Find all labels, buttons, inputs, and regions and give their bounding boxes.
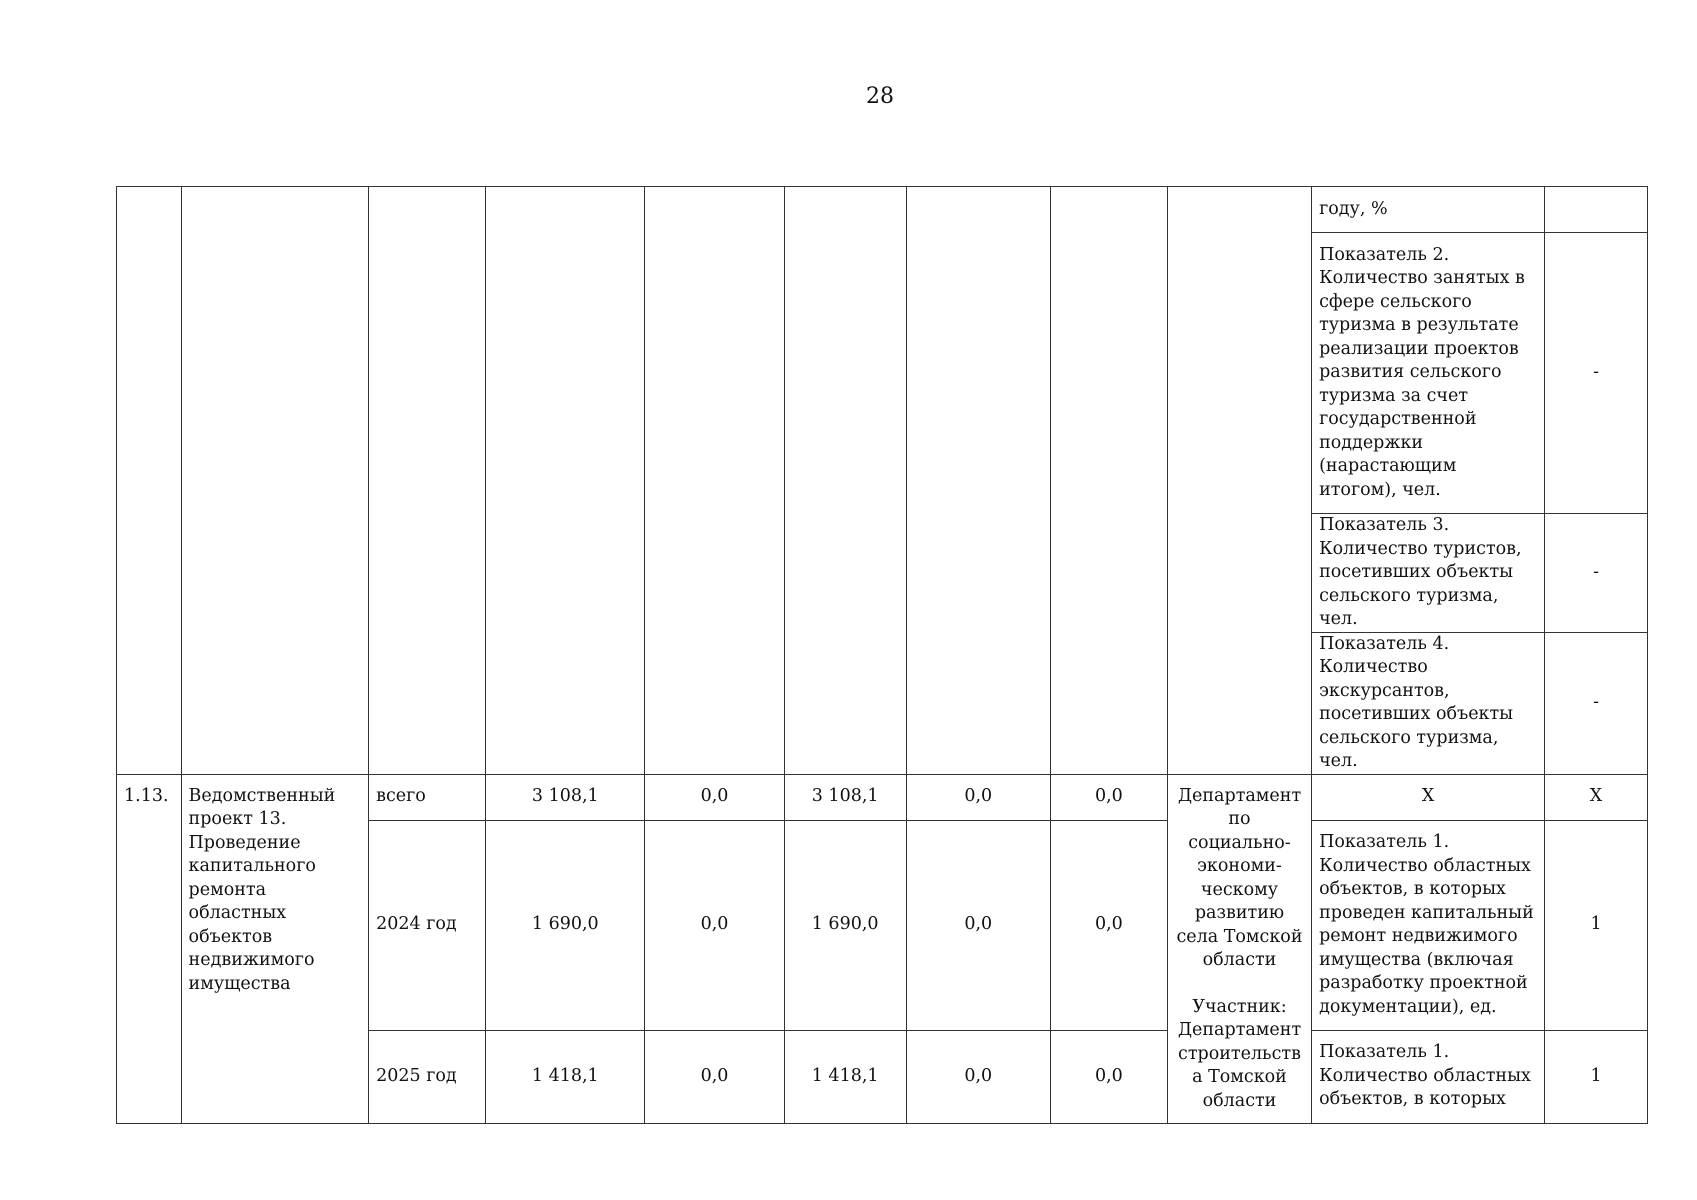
empty-cell [369,187,486,775]
extra-cell: 0,0 [1050,1030,1167,1123]
extra-cell: 0,0 [1050,774,1167,820]
federal-cell: 0,0 [645,1030,784,1123]
indicator-text: году, % [1312,187,1545,233]
period-cell: 2025 год [369,1030,486,1123]
empty-cell [1167,187,1311,775]
indicator-text: Показатель 4. Количество экскурсантов, посетивших объекты сельского туризма, чел. [1312,632,1545,774]
indicator-value: X [1545,774,1648,820]
empty-cell [181,187,369,775]
empty-cell [906,187,1050,775]
indicator-text: Показатель 2. Количество занятых в сфере сельского туризма в результате реализации проектов развития сельского туризма за счет государственной поддержки (нарастающим итогом), чел. [1312,233,1545,514]
period-cell: всего [369,774,486,820]
period-cell: 2024 год [369,820,486,1030]
extra-cell: 0,0 [1050,820,1167,1030]
empty-cell [117,187,182,775]
regional-cell: 3 108,1 [784,774,906,820]
indicator-value: - [1545,233,1648,514]
table-row [117,187,1648,233]
budget-table [116,186,1648,1124]
responsible-cell [1167,774,1311,1123]
empty-cell [645,187,784,775]
federal-cell: 0,0 [645,820,784,1030]
empty-cell [784,187,906,775]
indicator-value: 1 [1545,1030,1648,1123]
regional-cell: 1 690,0 [784,820,906,1030]
indicator-text: Показатель 1. Количество областных объектов, в которых [1312,1030,1545,1123]
empty-cell [1050,187,1167,775]
indicator-text: X [1312,774,1545,820]
empty-cell [486,187,645,775]
indicator-text: Показатель 3. Количество туристов, посетивших объекты сельского туризма, чел. [1312,514,1545,633]
table-row [117,774,1648,820]
participant: Участник: Департамент строительства Томской области [1177,996,1302,1111]
local-cell: 0,0 [906,820,1050,1030]
indicator-value: 1 [1545,820,1648,1030]
project-name: Ведомственный проект 13. Проведение капитального ремонта областных объектов недвижимого имущества [181,774,369,1123]
indicator-value: - [1545,514,1648,633]
regional-cell: 1 418,1 [784,1030,906,1123]
total-cell: 1 690,0 [486,820,645,1030]
total-cell: 3 108,1 [486,774,645,820]
total-cell: 1 418,1 [486,1030,645,1123]
indicator-text: Показатель 1. Количество областных объектов, в которых проведен капитальный ремонт недвижимого имущества (включая разработку проектной документации), ед. [1312,820,1545,1030]
page-number: 28 [866,84,894,109]
federal-cell: 0,0 [645,774,784,820]
indicator-value [1545,187,1648,233]
project-number: 1.13. [117,774,182,1123]
responsible-executor: Департамент по социально-экономи-ческому развитию села Томской области [1176,785,1303,970]
local-cell: 0,0 [906,774,1050,820]
local-cell: 0,0 [906,1030,1050,1123]
indicator-value: - [1545,632,1648,774]
